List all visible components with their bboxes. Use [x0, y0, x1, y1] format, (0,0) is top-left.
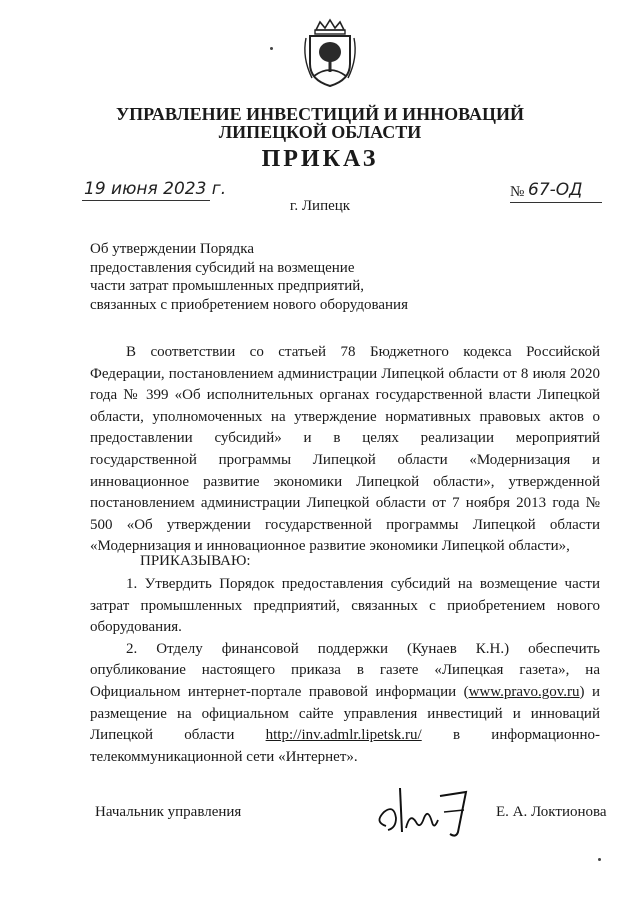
- order-item-2: [90, 639, 600, 769]
- preamble-paragraph: [90, 342, 600, 558]
- org-title-line-1: УПРАВЛЕНИЕ ИНВЕСТИЦИЙ И ИННОВАЦИЙ: [115, 104, 525, 124]
- subject-line: предоставления субсидий на возмещение: [90, 259, 355, 276]
- pravo-link[interactable]: www.pravo.gov.ru: [468, 683, 580, 700]
- handwritten-signature-icon: [366, 782, 478, 840]
- org-title-line-2: ЛИПЕЦКОЙ ОБЛАСТИ: [218, 122, 422, 142]
- scan-speck: [270, 47, 273, 50]
- subject-line: Об утверждении Порядка: [90, 241, 254, 257]
- coat-of-arms-icon: [300, 18, 360, 90]
- document-type: ПРИКАЗ: [261, 146, 379, 172]
- subject-block: [90, 240, 450, 314]
- handwritten-date: 19 июня 2023 г.: [84, 179, 227, 199]
- number-sign: №: [510, 184, 525, 200]
- preamble-text: В соответствии со статьей 78 Бюджетного кодекса Российской Федерации, постановлением администрации Липецкой области от 8 июля 2020 года № 399 «Об исполнительных органах государственной власти Липецкой области, уполномоченных на утверждение нормативных правовых актов о предоставлении субсидий» и в целях реализации мероприятий государственной программы Липецкой области «Модернизация и инновационное развитие экономики Липецкой области», утвержденной постановлением администрации Липецкой области от 7 ноября 2013 года № 500 «Об утверждении государственной программы Липецкой области «Модернизация и инновационное развитие экономики Липецкой области»,: [90, 344, 600, 555]
- signatory-role: Начальник управления: [95, 804, 242, 820]
- signatory-name: Е. А. Локтионова: [496, 804, 607, 820]
- subject-line: части затрат промышленных предприятий,: [90, 278, 365, 295]
- item2-text-end: в информационно-телекоммуникационной сети «Интернет».: [90, 727, 600, 765]
- item2-text-start: 2. Отделу финансовой поддержки (Кунаев К.Н.) обеспечить опубликование настоящего приказа в газете «Липецкая газета», на Официальном интернет-портале правовой информации (: [90, 640, 600, 700]
- subject-line: связанных с приобретением нового оборудования: [90, 296, 408, 313]
- inv-site-link[interactable]: http://inv.admlr.lipetsk.ru/: [265, 727, 422, 744]
- order-items: [90, 574, 600, 768]
- order-item-1: 1. Утвердить Порядок предоставления субсидий на возмещение части затрат промышленных предприятий, связанных с приобретением нового оборудования.: [90, 576, 600, 636]
- order-word: ПРИКАЗЫВАЮ:: [140, 553, 251, 569]
- city: г. Липецк: [289, 198, 351, 214]
- item2-text-middle: ) и размещение на официальном сайте управления инвестиций и инноваций Липецкой области: [90, 683, 600, 744]
- scan-speck: [598, 858, 601, 861]
- handwritten-number: 67-ОД: [528, 180, 583, 200]
